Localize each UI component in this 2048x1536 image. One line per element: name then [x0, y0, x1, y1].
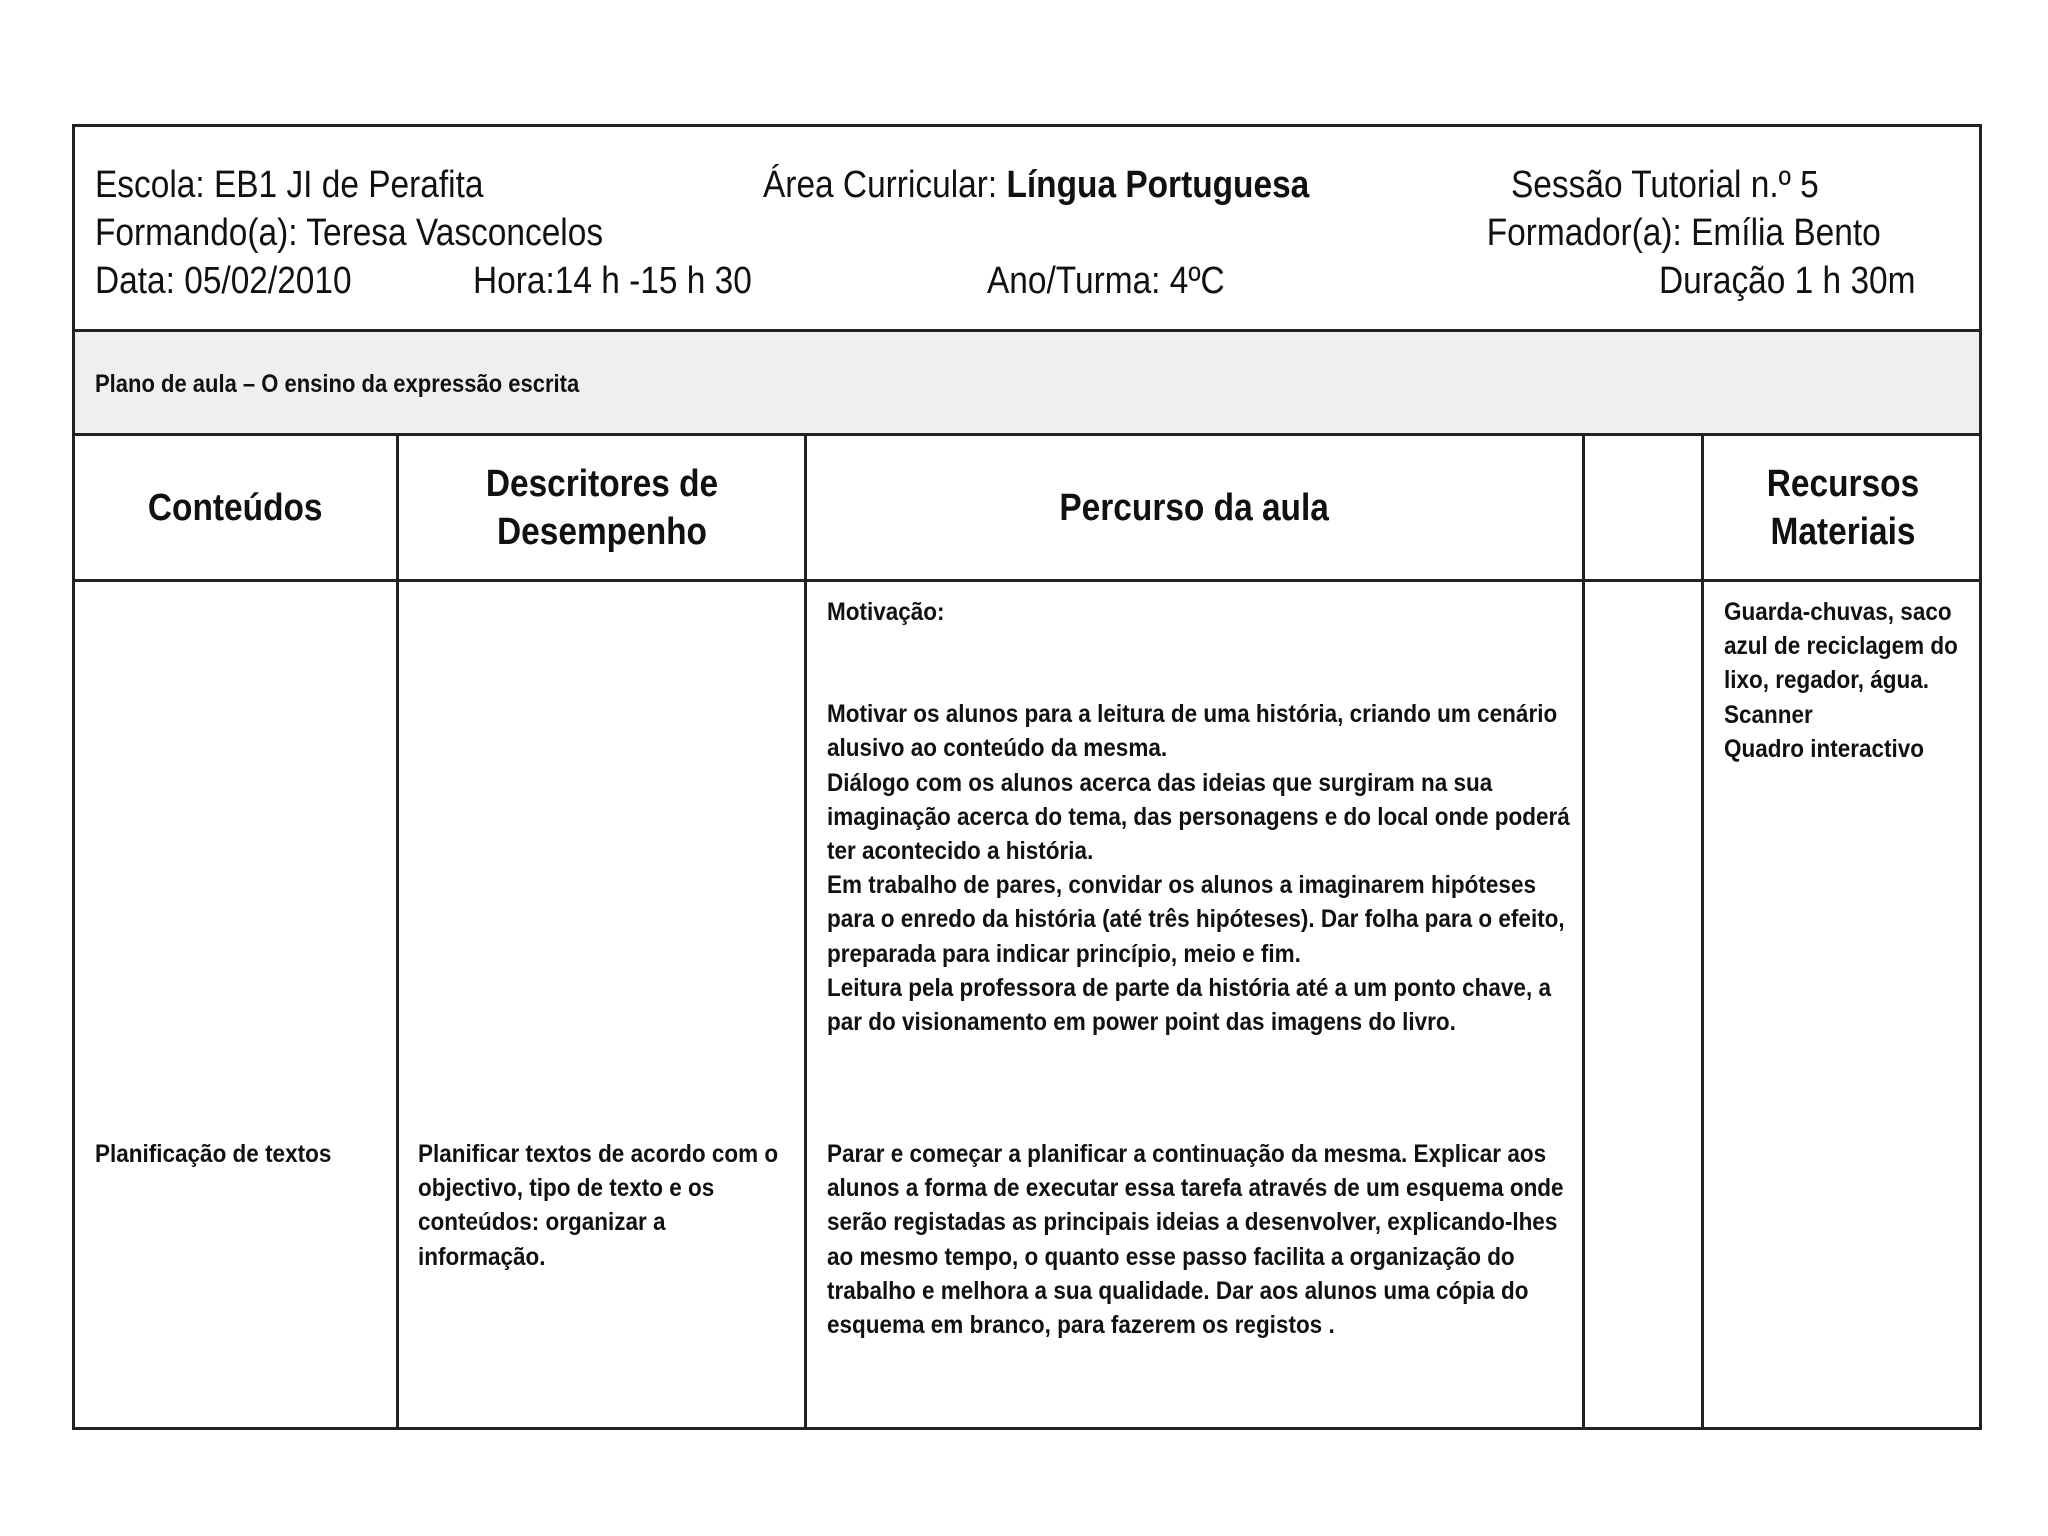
tutorial-session: Sessão Tutorial n.º 5	[1511, 164, 1819, 206]
header-block	[75, 127, 1979, 332]
curricular-area: Área Curricular: Língua Portuguesa	[763, 164, 1310, 206]
school-label: Escola: EB1 JI de Perafita	[95, 164, 484, 206]
resource-item: Guarda-chuvas, saco azul de reciclagem do lixo, regador, água.	[1724, 598, 1958, 695]
column-divider	[1701, 436, 1704, 1430]
plan-title-band	[75, 332, 1979, 436]
lesson-plan-sheet	[72, 124, 1982, 1430]
time-label: Hora:14 h -15 h 30	[473, 260, 752, 302]
column-divider	[396, 436, 399, 1430]
trainee-label: Formando(a): Teresa Vasconcelos	[95, 212, 604, 254]
column-header-descritores: Descritores de Desempenho	[485, 462, 718, 553]
header-row-divider	[75, 579, 1979, 582]
duration-label: Duração 1 h 30m	[1658, 260, 1915, 302]
class-label: Ano/Turma: 4ºC	[987, 260, 1225, 302]
curricular-area-value: Língua Portuguesa	[1006, 164, 1310, 206]
percurso-planning-text: Parar e começar a planificar a continuação da mesma. Explicar aos alunos a forma de executar essa tarefa através de um esquema onde serão registadas as principais ideias a desenvolver, explicando-lhes ao mesmo tempo, o quanto esse passo facilita a organização do trabalho e melhora a sua qualidade. Dar aos alunos uma cópia do esquema em branco, para fazerem os registos .	[827, 1140, 1564, 1340]
column-header-conteudos: Conteúdos	[148, 486, 323, 529]
percurso-paragraph: Leitura pela professora de parte da história até a um ponto chave, a par do visionamento em power point das imagens do livro.	[827, 973, 1551, 1037]
percurso-paragraph: Motivar os alunos para a leitura de uma história, criando um cenário alusivo ao conteúdo da mesma.	[827, 700, 1558, 763]
plan-title: Plano de aula – O ensino da expressão escrita	[95, 370, 580, 398]
resource-item: Quadro interactivo	[1724, 734, 1925, 763]
cell-conteudos	[95, 1137, 392, 1171]
cell-percurso	[827, 595, 1583, 1039]
column-header-recursos: Recursos Materiais	[1766, 462, 1920, 553]
cell-descritores	[418, 1137, 796, 1274]
resource-item: Scanner	[1724, 700, 1813, 729]
motivation-heading: Motivação:	[827, 598, 945, 626]
percurso-paragraph: Em trabalho de pares, convidar os alunos a imaginarem hipóteses para o enredo da história (até três hipóteses). Dar folha para o efeito, preparada para indicar princípio, meio e fim.	[827, 871, 1565, 968]
cell-recursos	[1724, 595, 1985, 766]
column-header-blank	[1585, 436, 1701, 579]
descritores-text: Planificar textos de acordo com o objectivo, tipo de texto e os conteúdos: organizar a informação.	[418, 1140, 779, 1271]
column-divider	[804, 436, 807, 1430]
cell-percurso-planning	[827, 1137, 1583, 1342]
conteudos-text: Planificação de textos	[95, 1140, 332, 1168]
date-label: Data: 05/02/2010	[95, 260, 352, 302]
trainer-label: Formador(a): Emília Bento	[1487, 212, 1881, 254]
percurso-paragraph: Diálogo com os alunos acerca das ideias que surgiram na sua imaginação acerca do tema, das personagens e do local onde poderá ter acontecido a história.	[827, 768, 1570, 866]
column-header-percurso: Percurso da aula	[1059, 486, 1330, 529]
